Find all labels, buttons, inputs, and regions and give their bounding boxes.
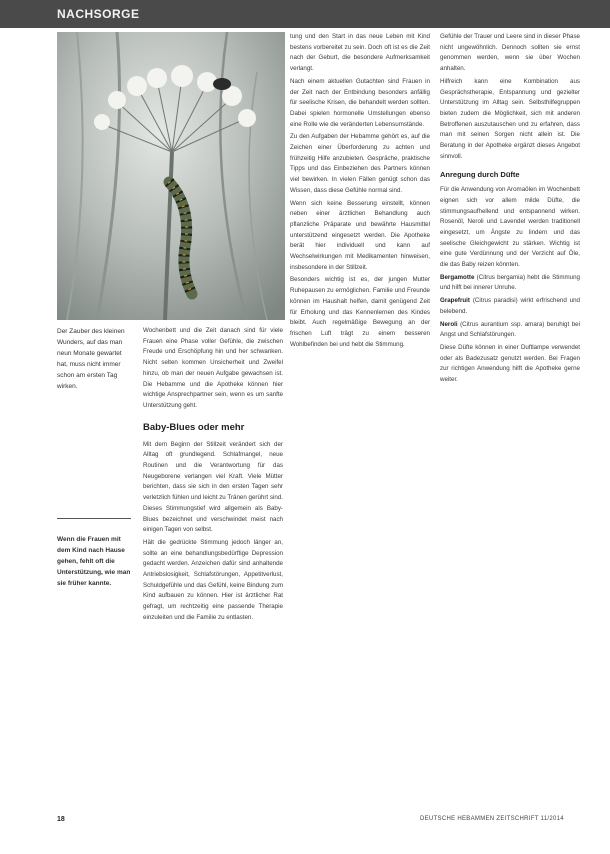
section-header-bar bbox=[0, 0, 610, 28]
grapefruit-label: Grapefruit bbox=[440, 297, 470, 305]
section-title: NACHSORGE bbox=[57, 7, 140, 21]
pull-quote: Wenn die Frauen mit dem Kind nach Hause gehen, fehlt oft die Unterstützung, wie man sie früher kannte. bbox=[57, 536, 131, 587]
caterpillar-on-umbel-photo-icon bbox=[57, 32, 285, 320]
col4-paragraph-4: Diese Düfte können in einer Duftlampe verwendet oder als Badezusatz genutzt werden. Bei Fragen zur richtigen Anwendung hilft die Apotheke gerne weiter. bbox=[440, 343, 580, 384]
subhead-duefte: Anregung durch Düfte bbox=[440, 170, 520, 180]
col4-paragraph-2: Hilfreich kann eine Kombination aus Gesprächstherapie, Entspannung und gezielter Unterstützung im Alltag sein. Selbsthilfegruppen bieten zudem die Möglichkeit, sich mit anderen Betroffenen auszutauschen und zu erfahren, dass man mit seinen Sorgen nicht allein ist. Die Beratung in der Apotheke ergänzt dieses Angebot sinnvoll. bbox=[440, 77, 580, 160]
pull-quote-divider bbox=[57, 518, 131, 519]
col3-paragraph-4: Wenn sich keine Besserung einstellt, können neben einer ärztlichen Behandlung auch pflanzliche Präparate und bewährte Hausmittel unterstützend eingesetzt werden. Die Apotheke berät hier individuell und kann auf Wechselwirkungen mit Medikamenten hinweisen, insbesondere in der Stillzeit. bbox=[290, 199, 430, 271]
neroli-text: (Citrus aurantium ssp. amara) beruhigt bei Angst und Schlafstörungen. bbox=[440, 320, 580, 339]
col2-paragraph-2: Mit dem Beginn der Stillzeit verändert sich der Alltag oft grundlegend. Schlafmangel, neue Routinen und die Verantwortung für das Neugeborene verlangen viel Kraft. Viele Mütter berichten, dass sie sich in den ersten Tagen sehr verletzlich fühlen und leicht zu Tränen gerührt sind. Dieses Stimmungstief wird allgemein als Baby-Blues bezeichnet und verschwindet meist nach einigen Tagen von selbst. bbox=[143, 440, 283, 534]
column-3 bbox=[290, 32, 430, 352]
column-2 bbox=[143, 326, 283, 626]
photo-caption: Der Zauber des kleinen Wunders, auf das man neun Monate gewartet hat, muss nicht immer schon am ersten Tag wirken. bbox=[57, 328, 125, 390]
col3-paragraph-2: Nach einem aktuellen Gutachten sind Frauen in der Zeit nach der Entbindung besonders anfällig für seelische Krisen, die behandelt werden sollten. Dabei spielen hormonelle Umstellungen ebenso eine Rolle wie die veränderten Lebensumstände. bbox=[290, 77, 430, 128]
col3-paragraph-5: Besonders wichtig ist es, der jungen Mutter Ruhepausen zu ermöglichen. Familie und Freunde können im Haushalt helfen, damit genügend Zeit für Erholung und das Kennenlernen des Kindes bleibt. Auch regelmäßige Bewegung an der frischen Luft trägt zu einem besseren Wohlbefinden bei und hebt die Stimmung. bbox=[290, 276, 430, 348]
col4-paragraph-1: Gefühle der Trauer und Leere sind in dieser Phase nicht ungewöhnlich. Dennoch sollten sie ernst genommen werden, wenn sie über Wochen anhalten. bbox=[440, 33, 580, 73]
col4-grapefruit bbox=[440, 296, 580, 317]
col4-bergamotte bbox=[440, 273, 580, 294]
col2-paragraph-1: Wochenbett und die Zeit danach sind für viele Frauen eine Phase voller Gefühle, die zwischen Freude und Erschöpfung hin und her schwanken. Nicht selten kommen Unsicherheit und Zweifel hinzu, ob man der neuen Aufgabe gewachsen ist. Die Hebamme und die Apotheke können hier wichtige Ansprechpartner sein, wenn es um sanfte Unterstützung geht. bbox=[143, 327, 283, 409]
subhead-baby-blues: Baby-Blues oder mehr bbox=[143, 421, 245, 433]
bergamotte-label: Bergamotte bbox=[440, 273, 475, 281]
col3-paragraph-1: tung und den Start in das neue Leben mit Kind bestens vorbereitet zu sein. Doch oft ist es die Zeit nach der Geburt, die besondere Aufmerksamkeit verlangt. bbox=[290, 33, 430, 73]
column-4 bbox=[440, 32, 580, 388]
page-number: 18 bbox=[57, 816, 65, 823]
grapefruit-text: (Citrus paradisi) wirkt erfrischend und belebend. bbox=[440, 297, 580, 315]
col2-paragraph-3: Hält die gedrückte Stimmung jedoch länger an, sollte an eine behandlungsbedürftige Depression gedacht werden. Anzeichen dafür sind anhaltende Antriebslosigkeit, Schlafstörungen, Appetitverlust, Schuldgefühle und das Gefühl, keine Bindung zum Kind aufbauen zu können. Hier ist ärztlicher Rat gefragt, um rechtzeitig eine passende Therapie einzuleiten und die Familie zu entlasten. bbox=[143, 538, 283, 621]
bergamotte-text: (Citrus bergamia) hebt die Stimmung und hilft bei innerer Unruhe. bbox=[440, 273, 580, 292]
col4-neroli bbox=[440, 320, 580, 341]
neroli-label: Neroli bbox=[440, 320, 458, 328]
col3-paragraph-3: Zu den Aufgaben der Hebamme gehört es, auf die Zeichen einer Überforderung zu achten und frühzeitig Hilfe anzubieten. Gespräche, praktische Tipps und das Einbeziehen des Partners können viel bewirken. In vielen Fällen genügt schon das Wissen, dass diese Gefühle normal sind. bbox=[290, 133, 430, 194]
magazine-footer: DEUTSCHE HEBAMMEN ZEITSCHRIFT 11/2014 bbox=[420, 816, 564, 822]
caterpillar-photo bbox=[57, 32, 285, 320]
col4-paragraph-3: Für die Anwendung von Aromaölen im Wochenbett eignen sich vor allem milde Düfte, die stimmungsaufhellend und entspannend wirken. Rosenöl, Neroli und Lavendel werden traditionell eingesetzt, um Ängste zu lindern und das seelische Gleichgewicht zu stärken. Wichtig ist eine gute Verdünnung und der Verzicht auf Öle, die das Baby reizen könnten. bbox=[440, 186, 580, 269]
